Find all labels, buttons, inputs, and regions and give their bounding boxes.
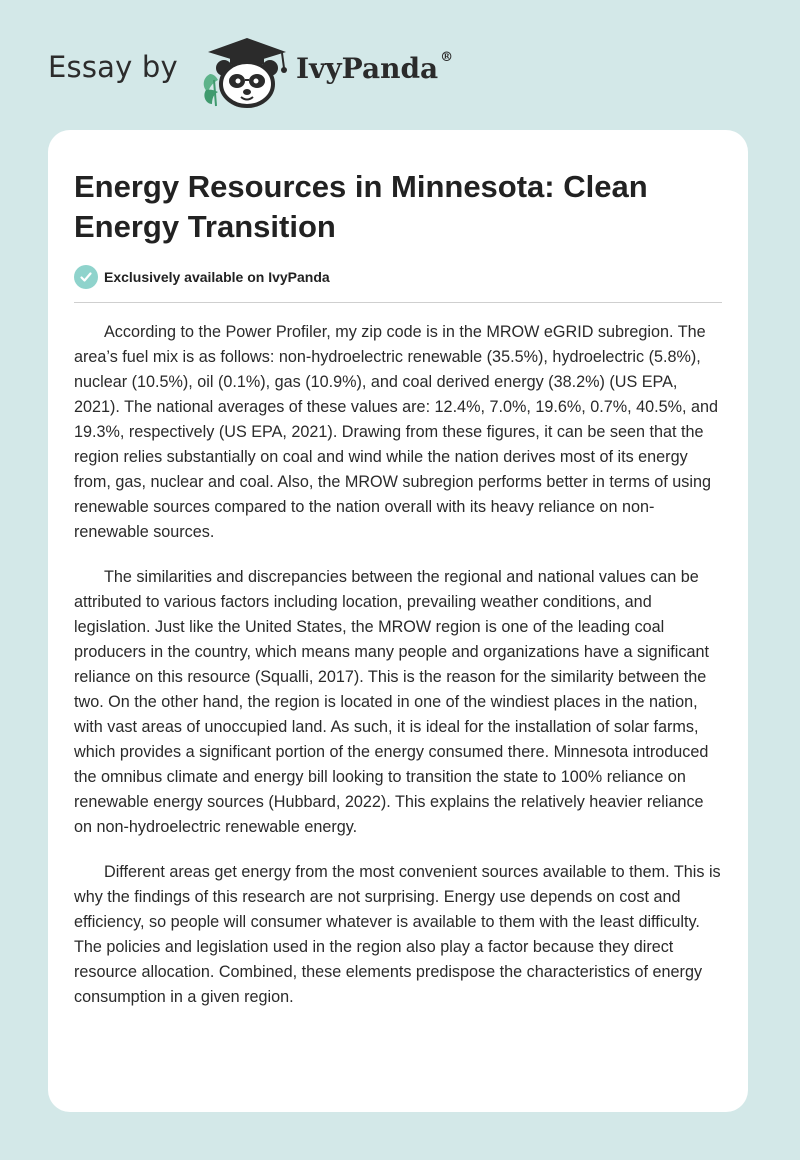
check-circle-icon — [74, 265, 98, 289]
site-header — [0, 0, 800, 130]
exclusive-badge — [74, 264, 330, 290]
exclusive-label: Exclusively available on IvyPanda — [104, 269, 330, 285]
essay-card — [48, 130, 748, 1112]
essay-body — [74, 320, 724, 1030]
title-divider — [74, 302, 722, 303]
essay-title: Energy Resources in Minnesota: Clean Energy Transition — [74, 169, 648, 244]
brand-name-text: IvyPanda — [296, 52, 439, 85]
paragraph-2: The similarities and discrepancies between the regional and national values can be attributed to various factors including location, prevailing weather conditions, and legislation. Just like the United States, the MROW region is one of the leading coal producers in the country, which means many people and organizations have a significant reliance on this resource (Squalli, 2017). This is the reason for the similarity between the two. On the other hand, the region is located in one of the windiest places in the nation, with vast areas of unoccupied land. As such, it is ideal for the installation of solar farms, which provides a significant portion of the energy consumed there. Minnesota introduced the omnibus climate and energy bill looking to transition the state to 100% reliance on renewable energy sources (Hubbard, 2022). This explains the relatively heavier reliance on non-hydroelectric renewable energy. — [74, 568, 709, 836]
essay-by-label: Essay by — [48, 50, 178, 84]
paragraph-3: Different areas get energy from the most convenient sources available to them. This is why the findings of this research are not surprising. Energy use depends on cost and efficiency, so people will consumer whatever is available to them with the least difficulty. The policies and legislation used in the region also play a factor because they direct resource allocation. Combined, these elements predispose the characteristics of energy consumption in a given region. — [74, 863, 721, 1006]
paragraph-1: According to the Power Profiler, my zip code is in the MROW eGRID subregion. The area’s fuel mix is as follows: non-hydroelectric renewable (35.5%), hydroelectric (5.8%), nuclear (10.5%), oil (0.1%), gas (10.9%), and coal derived energy (38.2%) (US EPA, 2021). The national averages of these values are: 12.4%, 7.0%, 19.6%, 0.7%, 40.5%, and 19.3%, respectively (US EPA, 2021). Drawing from these figures, it can be seen that the region relies substantially on coal and wind while the nation derives most of its energy from, gas, nuclear and coal. Also, the MROW subregion performs better in terms of using renewable sources compared to the nation overall with its heavy reliance on non-renewable sources. — [74, 323, 719, 541]
registered-mark: ® — [440, 50, 454, 65]
brand-name[interactable] — [296, 52, 453, 85]
panda-graduate-icon[interactable] — [200, 34, 294, 110]
